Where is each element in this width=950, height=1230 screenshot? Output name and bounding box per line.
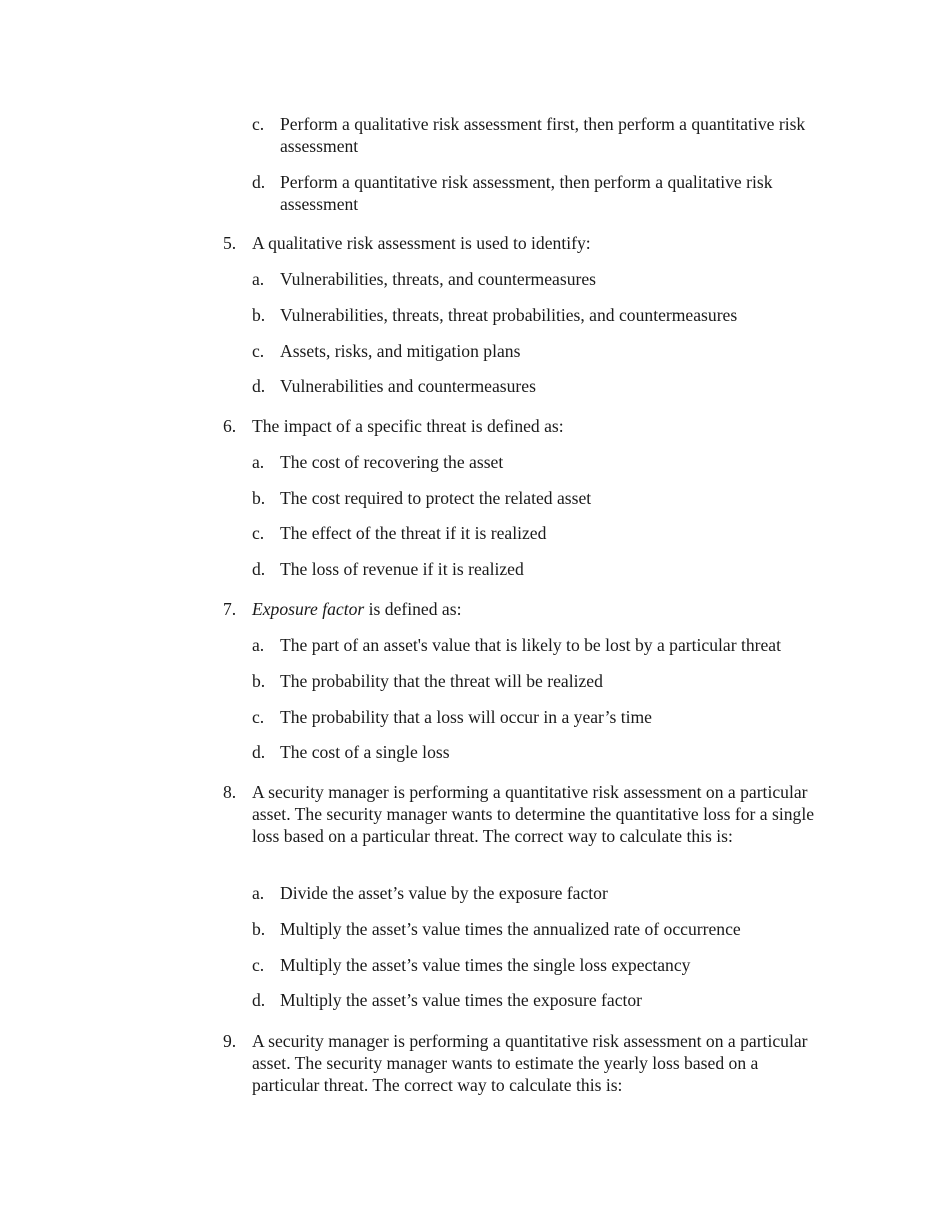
option-text: Multiply the asset’s value times the exposure factor [280, 990, 643, 1010]
question-number: 9. [223, 1031, 237, 1051]
option-text: The probability that the threat will be realized [280, 671, 603, 691]
question-text: A security manager is performing a quantitative risk assessment on a particular asset. The security manager wants to determine the quantitative loss for a single loss based on a particular threat. The correct way to calculate this is: [252, 782, 815, 846]
option-7d [252, 741, 822, 763]
question-text: A qualitative risk assessment is used to identify: [252, 233, 591, 253]
option-letter: c. [252, 114, 265, 134]
option-7c [252, 706, 822, 728]
option-letter: d. [252, 742, 266, 762]
question-7 [223, 598, 823, 620]
option-5c [252, 340, 822, 362]
option-5b [252, 304, 822, 326]
option-text: The cost required to protect the related asset [280, 488, 592, 508]
option-letter: c. [252, 707, 265, 727]
option-letter: b. [252, 305, 266, 325]
option-letter: a. [252, 452, 265, 472]
option-8a [252, 882, 822, 904]
option-6a [252, 451, 822, 473]
option-text: The part of an asset's value that is likely to be lost by a particular threat [280, 635, 782, 655]
option-text: The cost of recovering the asset [280, 452, 504, 472]
question-number: 5. [223, 233, 237, 253]
option-letter: b. [252, 919, 266, 939]
option-letter: b. [252, 671, 266, 691]
option-5d [252, 375, 822, 397]
question-6 [223, 415, 823, 437]
question-number: 8. [223, 782, 237, 802]
option-letter: d. [252, 376, 266, 396]
option-text: Perform a qualitative risk assessment first, then perform a quantitative risk assessment [280, 114, 806, 156]
option-letter: d. [252, 990, 266, 1010]
option-5a [252, 268, 822, 290]
option-8b [252, 918, 822, 940]
option-4d [252, 171, 822, 215]
question-9 [223, 1030, 823, 1096]
option-text: The effect of the threat if it is realized [280, 523, 547, 543]
option-letter: b. [252, 488, 266, 508]
option-text: Multiply the asset’s value times the single loss expectancy [280, 955, 691, 975]
option-text: Vulnerabilities and countermeasures [280, 376, 536, 396]
question-5 [223, 232, 823, 254]
option-7b [252, 670, 822, 692]
option-text: Vulnerabilities, threats, and countermeasures [280, 269, 597, 289]
option-letter: c. [252, 523, 265, 543]
option-8c [252, 954, 822, 976]
option-letter: c. [252, 341, 265, 361]
option-7a [252, 634, 822, 656]
question-text: The impact of a specific threat is defined as: [252, 416, 564, 436]
option-text: Vulnerabilities, threats, threat probabilities, and countermeasures [280, 305, 738, 325]
option-text: Perform a quantitative risk assessment, then perform a qualitative risk assessment [280, 172, 773, 214]
option-4c [252, 113, 822, 157]
option-letter: c. [252, 955, 265, 975]
question-8 [223, 781, 823, 847]
option-text: The probability that a loss will occur in a year’s time [280, 707, 652, 727]
question-number: 7. [223, 599, 237, 619]
question-text-rest: is defined as: [364, 599, 462, 619]
option-text: Assets, risks, and mitigation plans [280, 341, 521, 361]
option-text: Divide the asset’s value by the exposure factor [280, 883, 608, 903]
option-letter: d. [252, 172, 266, 192]
option-6d [252, 558, 822, 580]
option-letter: a. [252, 635, 265, 655]
option-letter: a. [252, 883, 265, 903]
option-text: The cost of a single loss [280, 742, 450, 762]
option-text: Multiply the asset’s value times the annualized rate of occurrence [280, 919, 741, 939]
question-number: 6. [223, 416, 237, 436]
option-letter: a. [252, 269, 265, 289]
option-6c [252, 522, 822, 544]
question-term: Exposure factor [252, 599, 365, 619]
option-letter: d. [252, 559, 266, 579]
option-8d [252, 989, 822, 1011]
option-text: The loss of revenue if it is realized [280, 559, 524, 579]
question-text: A security manager is performing a quantitative risk assessment on a particular asset. The security manager wants to estimate the yearly loss based on a particular threat. The correct way to calculate this is: [252, 1031, 808, 1095]
question-text [252, 598, 817, 620]
option-6b [252, 487, 822, 509]
